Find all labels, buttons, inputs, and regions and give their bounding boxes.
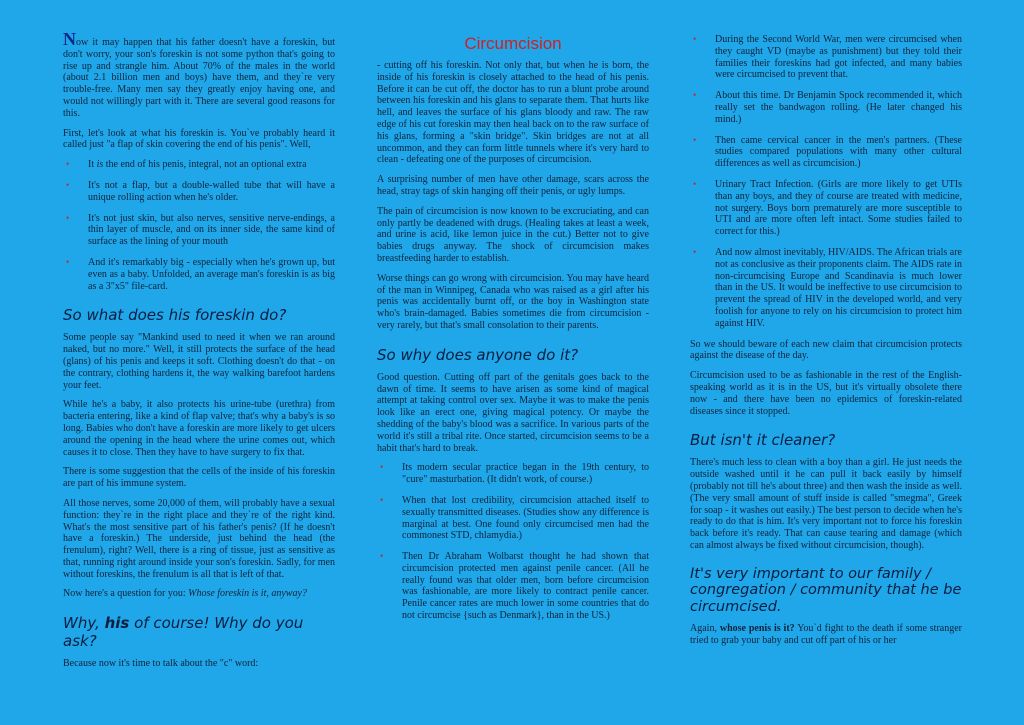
paragraph: Circumcision used to be as fashionable in the rest of the English-speaking world as it is in the US, but it's virtually obsolete there now - and there have been no epidemics of foreskin-related diseases since it stopped. xyxy=(690,370,962,417)
list-item: • When that lost credibility, circumcision attached itself to sexually transmitted diseases. (Studies show any difference is marginal at best. One found only circumcised men had the commonest STD, chlamydia.) xyxy=(380,494,649,542)
paragraph: A surprising number of men have other damage, scars across the head, stray tags of skin hanging off their penis, or ugly lumps. xyxy=(377,174,649,197)
list-item: • Urinary Tract Infection. (Girls are more likely to get UTIs than any boys, and they of course are treated with medicine, not surgery. Boys born prematurely are more susceptible to UTI and are more often left intact. Some studies failed to correct for this.) xyxy=(693,178,962,238)
column-left xyxy=(63,29,335,678)
paragraph: There's much less to clean with a boy than a girl. He just needs the outside washed until it he can pull it back easily by himself (probably not till he's about three) and then wash the inside as well. (The very small amount of stuff inside is called "smegma", Greek for soap - it washes out easily.) The best person to decide when he's ready to do that is him. It's very important not to force his foreskin back before it's ready. That can cause tearing and damage (which can almost always be fixed without circumcision, though). xyxy=(690,457,962,551)
paragraph: Now here's a question for you: Whose foreskin is it, anyway? xyxy=(63,588,307,600)
bullet-icon: • xyxy=(66,256,70,267)
bullet-list xyxy=(690,34,962,330)
column-right xyxy=(690,34,962,655)
bullet-icon: • xyxy=(380,462,384,473)
bullet-icon: • xyxy=(66,179,70,190)
column-middle xyxy=(377,34,649,631)
section-heading: So what does his foreskin do? xyxy=(63,306,287,325)
bullet-icon: • xyxy=(380,551,384,562)
list-item: • Then came cervical cancer in the men's partners. (These studies compared populations with many other cultural differences as well as circumcision.) xyxy=(693,134,962,170)
paragraph: First, let's look at what his foreskin is. You`ve probably heard it called just "a flap of skin covering the end of his penis". Well, xyxy=(63,127,335,151)
paragraph: Worse things can go wrong with circumcision. You may have heard of the man in Winnipeg, Canada who was raised as a girl after his penis was accidentally burnt off, or the boy in Washington state who's brain-damaged. Babies sometimes die from circumcision - very rarely, but that's small consolation to their parents. xyxy=(377,272,649,331)
paragraph: Because now it's time to talk about the "c" word: xyxy=(63,658,259,670)
paragraph: All those nerves, some 20,000 of them, will probably have a sexual function: they`re in the right place and they`re of the right kind. What's the most sensitive part of his father's penis? (If he doesn't have a foreskin.) The underside, just behind the head (the frenulum), right? Well, there is a ring of tissue, just as sensitive as that, running right around inside your son's foreskin. Sadly, for men without foreskins, the frenulum is all that is left of that. xyxy=(63,497,335,580)
page-title: Circumcision xyxy=(464,34,562,53)
paragraph: Again, whose penis is it? You`d fight to the death if some stranger tried to grab your baby and cut off part of his or her xyxy=(690,623,962,646)
paragraph: There is some suggestion that the cells of the inside of his foreskin are part of his immune system. xyxy=(63,466,335,490)
list-item: • It's not just skin, but also nerves, sensitive nerve-endings, a thin layer of muscle, and on its inner side, the same kind of surface as the lining of your mouth xyxy=(66,212,335,248)
drop-cap: N xyxy=(63,29,76,49)
section-heading: But isn't it cleaner? xyxy=(690,431,836,450)
bullet-list xyxy=(63,159,335,292)
bullet-icon: • xyxy=(693,34,697,44)
intro-text: ow it may happen that his father doesn't have a foreskin, but don't worry, your son's foreskin is not some python that's going to rise up and strangle him. About 70% of the males in the world (about 2.1 billion men and boys) have them, and they`re very trouble-free. Many men say they greatly enjoy having one, and would not willingly part with it. There are several good reasons for this. xyxy=(63,37,335,119)
list-item: • Its modern secular practice began in the 19th century, to "cure" masturbation. (It didn't work, of course.) xyxy=(380,462,649,486)
list-item: • And now almost inevitably, HIV/AIDS. The African trials are not as conclusive as their proponents claim. The AIDS rate in non-circumcising Europe and Scandinavia is much lower than in the US. It would be ineffective to use circumcision to prevent the spread of HIV in the developed world, and very foolish for anyone to rely on his circumcision to protect him against HIV. xyxy=(693,246,962,329)
bullet-icon: • xyxy=(693,134,697,145)
section-heading: So why does anyone do it? xyxy=(377,345,579,364)
paragraph: So we should beware of each new claim that circumcision protects against the disease of the day. xyxy=(690,338,962,362)
bullet-icon: • xyxy=(693,246,697,257)
bullet-icon: • xyxy=(693,90,697,101)
paragraph: The pain of circumcision is now known to be excruciating, and can only partly be deadened with drugs. (Healing takes at least a week, and urine is acid, like lemon juice in the cut.) Better not to give babies drugs anyway. The shock of circumcision makes breastfeeding harder to establish. xyxy=(377,205,649,264)
bullet-list xyxy=(377,462,649,622)
paragraph: - cutting off his foreskin. Not only that, but when he is born, the inside of his foreskin is closely attached to the head of his penis. Before it can be cut off, the doctor has to run a blunt probe around between his foreskin and his glans to separate them. That hurts like hell, and leaves the surface of his glans bloody and raw. The raw edge of his cut foreskin may then heal back on to the raw surface of his glans, forming a "skin bridge". Skin bridges are not at all uncommon, and they can form little tunnels where it's very hard to clean - defeating one of the purposes of circumcision. xyxy=(377,60,649,166)
bullet-icon: • xyxy=(66,159,70,170)
list-item: • About this time. Dr Benjamin Spock recommended it, which really set the bandwagon rolling. (He later changed his mind.) xyxy=(693,90,962,125)
list-item: • It's not a flap, but a double-walled tube that will have a unique rolling action when he's older. xyxy=(66,179,335,203)
bullet-icon: • xyxy=(66,212,70,223)
list-item: • Then Dr Abraham Wolbarst thought he had shown that circumcision protected men against penile cancer. (All he really found was that older men, born before circumcision was fashionable, are more likely to contract penile cancer. Penile cancer rates are much lower in some countries that do not circumcise {such as Denmark}, than in the US.) xyxy=(380,551,649,622)
intro-paragraph xyxy=(63,29,335,120)
list-item: • And it's remarkably big - especially when he's grown up, but even as a baby. Unfolded, an average man's foreskin is as big as a 3"x5" file-card. xyxy=(66,256,335,292)
list-item: • It is the end of his penis, integral, not an optional extra xyxy=(66,159,307,171)
section-heading: Why, his of course! Why do you ask? xyxy=(63,614,304,651)
bullet-icon: • xyxy=(380,494,384,505)
paragraph: While he's a baby, it also protects his urine-tube (urethra) from bacteria entering, like a kind of flap valve; that's why a baby's is so long. Babies who don't have a foreskin are more likely to get ulcers around the opening in the head where the urine comes out, which causes it to close. Then they have to have surgery to fix that. xyxy=(63,399,335,458)
paragraph: Good question. Cutting off part of the genitals goes back to the dawn of time. It seems to have arisen as some kind of magical attempt at taking control over sex. Maybe it was to make the penis look like an erect one, giving magical potency. Or maybe the shedding of the baby's blood was a sacrifice. In various parts of the world it's still a tribal rite. Once started, circumcision seems to be a habit that's hard to break. xyxy=(377,371,649,454)
section-heading: It's very important to our family / congregation / community that he be circumcised. xyxy=(690,565,962,615)
list-item: • During the Second World War, men were circumcised when they caught VD (maybe as punishment) but they told their families their foreskins had got infected, and many babies were circumcised to prevent that. xyxy=(693,34,962,81)
paragraph: Some people say "Mankind used to need it when we ran around naked, but no more." Well, it still protects the surface of the head (glans) of his penis and keeps it soft. Clothing doesn't do that - on the contrary, clothing hardens it, the way walking barefoot hardens your feet. xyxy=(63,332,335,391)
bullet-icon: • xyxy=(693,178,697,189)
